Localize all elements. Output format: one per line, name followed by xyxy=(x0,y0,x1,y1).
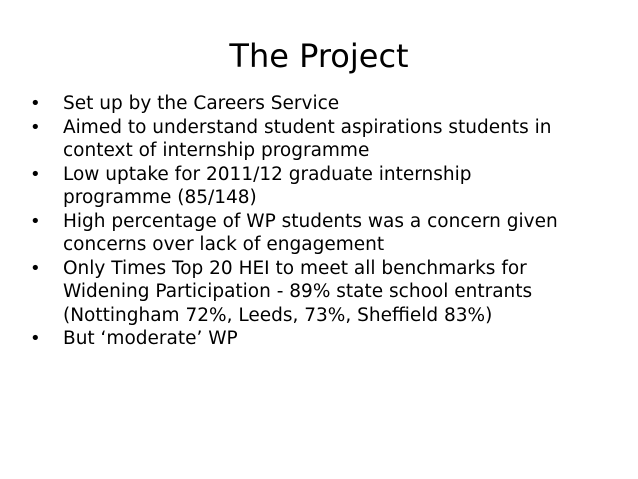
bullet-text xyxy=(63,327,610,351)
bullet-text xyxy=(63,163,610,210)
bullet-line: Low uptake for 2011/12 graduate internship xyxy=(63,163,472,185)
bullet-item xyxy=(30,257,610,328)
bullet-line: Set up by the Careers Service xyxy=(63,93,340,114)
bullet-icon: • xyxy=(30,116,41,138)
bullet-text xyxy=(63,210,610,257)
bullet-item xyxy=(30,116,610,163)
bullet-text xyxy=(63,92,610,116)
bullet-item xyxy=(30,327,610,351)
bullet-item xyxy=(30,92,610,116)
bullet-icon: • xyxy=(30,257,41,279)
bullet-line: programme (85/148) xyxy=(63,187,257,208)
bullet-text xyxy=(63,257,610,328)
bullet-line: Aimed to understand student aspirations students in xyxy=(63,116,552,138)
bullet-line: Widening Participation - 89% state school entrants xyxy=(63,281,533,302)
bullet-line: But ‘moderate’ WP xyxy=(63,328,238,349)
bullet-list xyxy=(30,92,610,351)
bullet-line: (Nottingham 72%, Leeds, 73%, Sheffield 83%) xyxy=(63,304,493,326)
bullet-line: High percentage of WP students was a concern given xyxy=(63,210,558,232)
bullet-line: concerns over lack of engagement xyxy=(63,234,385,255)
bullet-item xyxy=(30,210,610,257)
slide-title: The Project xyxy=(229,37,409,75)
bullet-text xyxy=(63,116,610,163)
bullet-icon: • xyxy=(30,93,41,114)
bullet-icon: • xyxy=(30,163,41,185)
bullet-icon: • xyxy=(30,210,41,232)
bullet-item xyxy=(30,163,610,210)
bullet-line: context of internship programme xyxy=(63,140,370,161)
bullet-line: Only Times Top 20 HEI to meet all benchmarks for xyxy=(63,257,527,279)
bullet-icon: • xyxy=(30,328,41,349)
